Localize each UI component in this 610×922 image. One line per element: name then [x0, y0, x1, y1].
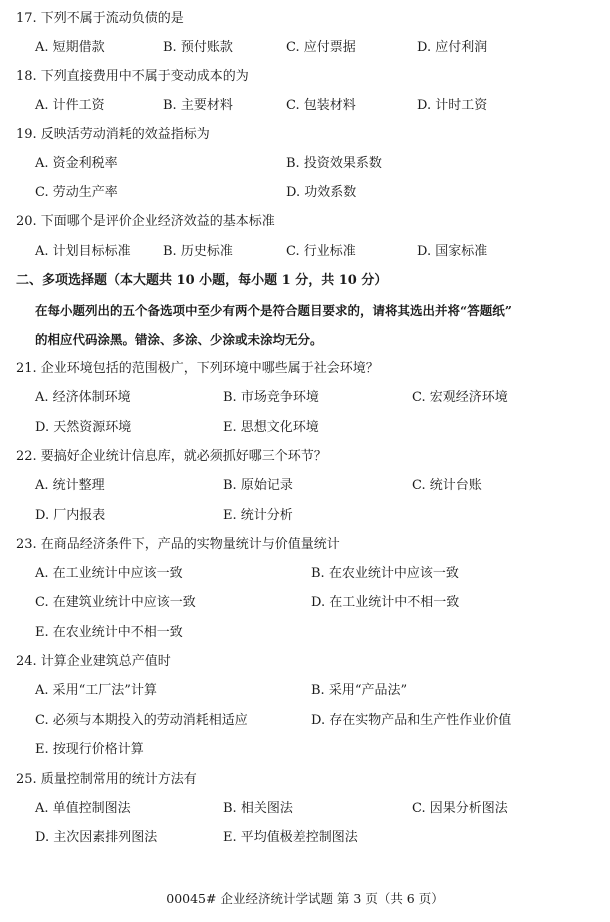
page-footer: 00045# 企业经济统计学试题 第 3 页（共 6 页）: [166, 891, 444, 906]
question-25-option-e: E. 平均值极差控制图法: [223, 830, 358, 845]
question-24-option-b: B. 采用“产品法”: [311, 683, 408, 698]
question-17-option-d: D. 应付利润: [417, 40, 488, 55]
question-22-stem: 22. 要搞好企业统计信息库，就必须抓好哪三个环节？: [16, 449, 327, 464]
section-2-instruction-line-2: 的相应代码涂黑。错涂、多涂、少涂或未涂均无分。: [35, 332, 323, 347]
question-18-option-c: C. 包装材料: [286, 98, 356, 113]
question-17-option-b: B. 预付账款: [163, 40, 233, 55]
question-25-option-b: B. 相关图法: [223, 801, 293, 816]
question-21-option-e: E. 思想文化环境: [223, 420, 319, 435]
question-25-stem: 25. 质量控制常用的统计方法有: [16, 772, 197, 787]
question-20-option-a: A. 计划目标标准: [35, 244, 131, 259]
question-20-option-c: C. 行业标准: [286, 244, 356, 259]
question-23-option-c: C. 在建筑业统计中应该一致: [35, 595, 196, 610]
question-22-option-b: B. 原始记录: [223, 478, 293, 493]
question-22-option-d: D. 厂内报表: [35, 508, 106, 523]
question-25-option-d: D. 主次因素排列图法: [35, 830, 158, 845]
section-2-title: 二、多项选择题（本大题共 10 小题，每小题 1 分，共 10 分）: [16, 273, 388, 288]
question-22-option-c: C. 统计台账: [412, 478, 482, 493]
section-2-instruction-line-1: 在每小题列出的五个备选项中至少有两个是符合题目要求的，请将其选出并将“答题纸”: [35, 303, 512, 318]
question-23-option-e: E. 在农业统计中不相一致: [35, 625, 183, 640]
question-17-option-a: A. 短期借款: [35, 40, 105, 55]
question-18-option-b: B. 主要材料: [163, 98, 233, 113]
question-24-option-d: D. 存在实物产品和生产性作业价值: [311, 713, 512, 728]
question-24-option-a: A. 采用“工厂法”计算: [35, 683, 157, 698]
question-17-option-c: C. 应付票据: [286, 40, 356, 55]
question-23-stem: 23. 在商品经济条件下，产品的实物量统计与价值量统计: [16, 537, 340, 552]
question-19-option-b: B. 投资效果系数: [286, 156, 382, 171]
question-20-option-d: D. 国家标准: [417, 244, 488, 259]
question-19-option-a: A. 资金利税率: [35, 156, 118, 171]
question-22-option-e: E. 统计分析: [223, 508, 293, 523]
question-18-option-a: A. 计件工资: [35, 98, 105, 113]
question-23-option-a: A. 在工业统计中应该一致: [35, 566, 183, 581]
question-17-stem: 17. 下列不属于流动负债的是: [16, 11, 184, 26]
question-19-stem: 19. 反映活劳动消耗的效益指标为: [16, 127, 210, 142]
question-18-option-d: D. 计时工资: [417, 98, 488, 113]
question-23-option-b: B. 在农业统计中应该一致: [311, 566, 459, 581]
question-24-option-e: E. 按现行价格计算: [35, 742, 144, 757]
question-21-option-c: C. 宏观经济环境: [412, 390, 508, 405]
question-25-option-c: C. 因果分析图法: [412, 801, 508, 816]
question-21-option-a: A. 经济体制环境: [35, 390, 131, 405]
question-19-option-d: D. 功效系数: [286, 185, 357, 200]
question-18-stem: 18. 下列直接费用中不属于变动成本的为: [16, 69, 249, 84]
question-21-option-b: B. 市场竞争环境: [223, 390, 319, 405]
question-20-option-b: B. 历史标准: [163, 244, 233, 259]
question-23-option-d: D. 在工业统计中不相一致: [311, 595, 460, 610]
question-19-option-c: C. 劳动生产率: [35, 185, 118, 200]
question-21-option-d: D. 天然资源环境: [35, 420, 132, 435]
question-25-option-a: A. 单值控制图法: [35, 801, 131, 816]
question-24-option-c: C. 必须与本期投入的劳动消耗相适应: [35, 713, 248, 728]
question-22-option-a: A. 统计整理: [35, 478, 105, 493]
question-21-stem: 21. 企业环境包括的范围极广，下列环境中哪些属于社会环境？: [16, 361, 379, 376]
question-24-stem: 24. 计算企业建筑总产值时: [16, 654, 171, 669]
question-20-stem: 20. 下面哪个是评价企业经济效益的基本标准: [16, 214, 275, 229]
